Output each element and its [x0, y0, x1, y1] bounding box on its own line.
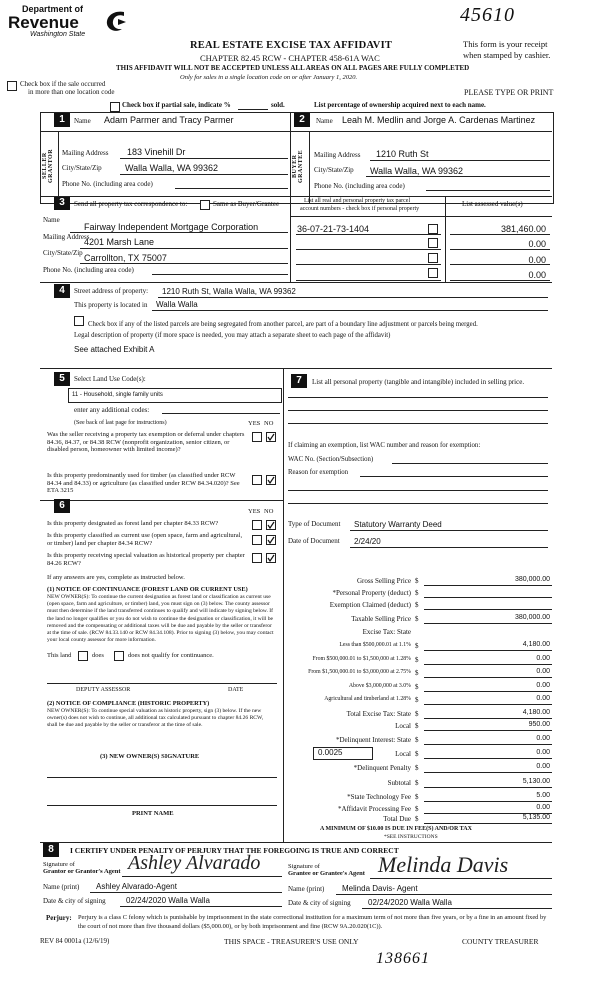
assessed-value[interactable]: 0.00: [528, 255, 546, 265]
forest-question: Is this property designated as forest land per chapter 84.33 RCW?: [47, 520, 219, 527]
grantee-print-label: Name (print): [288, 885, 325, 893]
correspondence-phone-label: Phone No. (including area code): [43, 266, 134, 274]
dollar-sign: $: [415, 805, 419, 813]
section-8-number: 8: [43, 843, 59, 857]
parcel-2-personal-checkbox[interactable]: [428, 238, 438, 248]
tax-row-value[interactable]: 950.00: [528, 721, 550, 728]
assessed-value[interactable]: 0.00: [528, 239, 546, 249]
does-not-label: does not qualify for continuance.: [128, 652, 214, 659]
buyer-mailing-label: Mailing Address: [314, 151, 361, 159]
seller-mailing-label: Mailing Address: [62, 149, 109, 157]
sales-note: Only for sales in a single location code on or after January 1, 2020.: [180, 74, 358, 81]
located-in-label: This property is located in: [74, 301, 148, 309]
handwritten-receipt-number: 138661: [376, 950, 430, 967]
current-use-yes-checkbox[interactable]: [252, 535, 262, 545]
buyer-grantee-label: BUYER GRANTEE: [292, 149, 304, 183]
receipt-line1: This form is your receipt: [463, 39, 548, 49]
buyer-phone-label: Phone No. (including area code): [314, 182, 405, 190]
handwritten-number: 45610: [460, 4, 515, 26]
tax-row-label: *Delinquent Penalty: [353, 764, 411, 772]
tax-row-value[interactable]: 380,000.00: [514, 576, 550, 583]
rev-number: REV 84 0001a (12/6/19): [40, 937, 110, 945]
grantor-print-label: Name (print): [43, 883, 80, 891]
buyer-mailing-address[interactable]: 1210 Ruth St: [376, 149, 429, 159]
tax-row-label: *Delinquent Interest: State: [335, 736, 411, 744]
dollar-sign: $: [415, 615, 419, 623]
notice-continuance-text: NEW OWNER(S): To continue the current designation as forest land or classification as current use (open space, farm and agriculture, or timber) land, you must sign on (3) below. The county assessor must then determine if the land transferred continues to qualify and will indicate by signing below. If the land no longer qualifies or you do not wish to continue the designation or classification, it will be removed and the compensating or additional taxes will be due and payable by the seller or transferor at the time of sale. (RCW 84.33.140 or RCW 84.34.108). Prior to signing (3) below, you may contact your local county assessor for more information.: [47, 594, 274, 644]
tax-row-label: Taxable Selling Price: [351, 615, 411, 623]
grantee-sig-label1: Signature of: [288, 863, 320, 870]
historic-yes-checkbox[interactable]: [252, 553, 262, 563]
section-5-number: 5: [54, 372, 70, 386]
treasurer-use-label: THIS SPACE - TREASURER'S USE ONLY: [224, 937, 359, 946]
dollar-sign: $: [415, 642, 419, 650]
tax-row-value[interactable]: 0.00: [536, 682, 550, 689]
sold-label: sold.: [271, 101, 285, 109]
if-yes-note: If any answers are yes, complete as instructed below.: [47, 574, 185, 581]
document-date[interactable]: 2/24/20: [354, 537, 381, 546]
dollar-sign: $: [415, 710, 419, 718]
assessed-value[interactable]: 0.00: [528, 270, 546, 280]
land-does-not-checkbox[interactable]: [114, 651, 124, 661]
form-chapter: CHAPTER 82.45 RCW - CHAPTER 458-61A WAC: [200, 53, 380, 63]
assessor-date-label: DATE: [228, 687, 244, 693]
dollar-sign: $: [415, 683, 419, 691]
forest-yes-checkbox[interactable]: [252, 520, 262, 530]
parcel-number[interactable]: 36-07-21-73-1404: [297, 224, 370, 234]
grantee-sig-label2: Grantee or Grantee's Agent: [288, 870, 365, 877]
dept-state: Washington State: [30, 31, 86, 38]
correspondence-mailing-address[interactable]: 4201 Marsh Lane: [84, 237, 155, 247]
tax-row-label: Subtotal: [387, 779, 411, 787]
tax-row-label: Local: [395, 722, 411, 730]
no-header: NO: [264, 508, 274, 515]
parcel-1-personal-checkbox[interactable]: [428, 224, 438, 234]
section-7-number: 7: [291, 374, 307, 388]
tax-row-label: Exemption Claimed (deduct): [329, 601, 411, 609]
tax-row-label: *Affidavit Processing Fee: [338, 805, 411, 813]
seller-mailing-address[interactable]: 183 Vinehill Dr: [127, 147, 186, 157]
grantor-print-name[interactable]: Ashley Alvarado-Agent: [96, 882, 177, 891]
doc-type-label: Type of Document: [288, 520, 341, 528]
tax-row-value[interactable]: 0.00: [536, 763, 550, 770]
tax-row-label: From $1,500,000.01 to $3,000,000 at 2.75%: [308, 669, 411, 675]
tax-row-label: Local: [395, 750, 411, 758]
notice-compliance-text: NEW OWNER(S): To continue special valuation as historic property, sign (3) below. If the new owner(s) does not wish to continue, all additional tax calculated pursuant to chapter 84.26 RCW, shall be due and payable by the seller or transferor at the time of sale.: [47, 708, 264, 729]
seller-city-label: City/State/Zip: [62, 164, 102, 172]
print-name-label: PRINT NAME: [132, 810, 174, 817]
exemption-wac-label: If claiming an exemption, list WAC number and reason for exemption:: [288, 442, 481, 449]
wac-number-label: WAC No. (Section/Subsection): [288, 456, 374, 463]
tax-row-value[interactable]: 0.00: [536, 695, 550, 702]
exemption-reason-label: Reason for exemption: [288, 469, 349, 476]
land-use-value: 11 - Household, single family units: [72, 392, 163, 398]
seller-city-state-zip[interactable]: Walla Walla, WA 99362: [125, 163, 219, 173]
minimum-note: A MINIMUM OF $10.00 IS DUE IN FEE(S) AND/OR TAX: [320, 826, 472, 832]
dept-logo-text: Revenue: [8, 13, 79, 32]
exemption-question: Was the seller receiving a property tax exemption or deferral under chapters 84.36, 84.37, or 84.38 RCW (nonprofit organization, senior citizen, or disabled person, homeowner with limited income)?: [47, 431, 245, 453]
buyer-city-state-zip[interactable]: Walla Walla, WA 99362: [370, 166, 464, 176]
perjury-label: Perjury:: [46, 914, 72, 922]
buyer-name-label: Name: [316, 117, 333, 125]
dollar-sign: $: [415, 669, 419, 677]
tax-row-value[interactable]: 4,180.00: [522, 641, 550, 648]
yes-header: YES: [248, 420, 261, 427]
certify-statement: I CERTIFY UNDER PENALTY OF PERJURY THAT THE FOREGOING IS TRUE AND CORRECT: [70, 846, 399, 855]
dollar-sign: $: [415, 779, 419, 787]
deputy-assessor-label: DEPUTY ASSESSOR: [76, 687, 131, 693]
historic-no-checkbox[interactable]: [266, 553, 276, 563]
timber-question: Is this property predominantly used for timber (as classified under RCW 84.34 and 84.33) or agriculture (as classified under RCW 84.34.020)? See ETA 3215: [47, 472, 240, 494]
tax-row-label: From $500,000.01 to $1,500,000 at 1.28%: [312, 656, 411, 662]
section-4-number: 4: [54, 284, 70, 298]
legal-description-label: Legal description of property (if more space is needed, you may attach a separate sheet to each page of the affidavit): [74, 332, 391, 339]
type-or-print: PLEASE TYPE OR PRINT: [464, 88, 554, 97]
grantee-print-name[interactable]: Melinda Davis- Agent: [342, 884, 418, 893]
seller-name-label: Name: [74, 117, 91, 125]
buyer-city-label: City/State/Zip: [314, 166, 354, 174]
exemption-no-checkbox[interactable]: [266, 432, 276, 442]
tax-row-value[interactable]: 4,180.00: [522, 709, 550, 716]
tax-row-value[interactable]: 5,135.00: [522, 814, 550, 821]
see-instructions-note: *SEE INSTRUCTIONS: [384, 834, 438, 840]
tax-row-value[interactable]: 0.00: [536, 668, 550, 675]
dollar-sign: $: [415, 793, 419, 801]
partial-sale-label: Check box if partial sale, indicate %: [122, 101, 231, 109]
dollar-sign: $: [415, 722, 419, 730]
multiple-location-label1: Check box if the sale occurred: [20, 80, 106, 88]
grantee-date-city[interactable]: 02/24/2020 Walla Walla: [368, 898, 452, 907]
parcel-4-personal-checkbox[interactable]: [428, 268, 438, 278]
property-street-address[interactable]: 1210 Ruth St, Walla Walla, WA 99362: [162, 287, 296, 296]
seller-phone-label: Phone No. (including area code): [62, 180, 153, 188]
tax-row-value[interactable]: 0.00: [536, 735, 550, 742]
additional-codes-label: enter any additional codes:: [74, 406, 150, 414]
correspondence-name[interactable]: Fairway Independent Mortgage Corporation: [84, 222, 259, 232]
ownership-label: List percentage of ownership acquired next to each name.: [314, 101, 486, 109]
tax-row-label: Agricultural and timberland at 1.28%: [324, 696, 411, 702]
historic-question: Is this property receiving special valuation as historical property per chapter 84.26 RCW?: [47, 552, 245, 567]
same-as-buyer-checkbox[interactable]: [200, 200, 210, 210]
no-header: NO: [264, 420, 274, 427]
property-located-in[interactable]: Walla Walla: [156, 300, 198, 309]
tax-row-value[interactable]: 380,000.00: [514, 614, 550, 621]
local-rate: 0.0025: [318, 748, 343, 757]
land-does-checkbox[interactable]: [78, 651, 88, 661]
segregated-label: Check box if any of the listed parcels are being segregated from another parcel, are part of a boundary line adjustment or parcels being merged.: [88, 321, 478, 328]
dept-line1: Department of: [22, 4, 84, 14]
correspondence-city-state-zip[interactable]: Carrollton, TX 75007: [84, 253, 167, 263]
correspondence-city-label: City/State/Zip: [43, 249, 83, 257]
multiple-location-checkbox[interactable]: [7, 81, 17, 91]
seller-grantor-label: SELLER GRANTOR: [42, 148, 54, 184]
tax-row-label: *Personal Property (deduct): [332, 589, 411, 597]
tax-row-label: Less than $500,000.01 at 1.1%: [339, 642, 411, 648]
dollar-sign: $: [415, 589, 419, 597]
correspondence-name-label: Name: [43, 216, 60, 224]
send-correspondence-label: Send all property tax correspondence to:: [74, 200, 188, 208]
tax-row-value[interactable]: 0.00: [536, 749, 550, 756]
segregated-parcel-checkbox[interactable]: [74, 316, 84, 326]
timber-no-checkbox[interactable]: [266, 475, 276, 485]
tax-row-value[interactable]: 0.00: [536, 804, 550, 811]
tax-row-label: Excise Tax: State: [362, 628, 411, 636]
grantor-date-city[interactable]: 02/24/2020 Walla Walla: [126, 896, 210, 905]
tax-row-value[interactable]: 5,130.00: [522, 778, 550, 785]
section-2-number: 2: [294, 113, 310, 127]
new-owner-signature-label: (3) NEW OWNER(S) SIGNATURE: [100, 753, 200, 760]
yes-header: YES: [248, 508, 261, 515]
current-use-question: Is this property classified as current use (open space, farm and agricultural, or timber) land per chapter 84.34 RCW?: [47, 532, 243, 547]
parcel-header1: List all real and personal property tax parcel: [304, 198, 411, 204]
assessed-value[interactable]: 381,460.00: [500, 224, 546, 234]
assessed-header: List assessed value(s): [462, 200, 523, 208]
timber-yes-checkbox[interactable]: [252, 475, 262, 485]
personal-property-label: List all personal property (tangible and intangible) included in selling price.: [312, 378, 525, 386]
dollar-sign: $: [415, 750, 419, 758]
tax-row-label: Above $3,000,000 at 3.0%: [348, 683, 411, 689]
partial-sale-checkbox[interactable]: [110, 102, 120, 112]
forest-no-checkbox[interactable]: [266, 520, 276, 530]
dollar-sign: $: [415, 815, 419, 823]
tax-row-label: Total Excise Tax: State: [346, 710, 411, 718]
land-use-label: Select Land Use Code(s):: [74, 375, 146, 383]
same-as-buyer-label: Same as Buyer/Grantee: [213, 200, 280, 208]
tax-row-value[interactable]: 0.00: [536, 655, 550, 662]
doc-date-label: Date of Document: [288, 537, 340, 545]
county-treasurer-label: COUNTY TREASURER: [462, 937, 539, 946]
street-address-label: Street address of property:: [74, 287, 149, 295]
current-use-no-checkbox[interactable]: [266, 535, 276, 545]
legal-description[interactable]: See attached Exhibit A: [74, 345, 155, 354]
does-label: does: [92, 652, 104, 659]
multiple-location-label2: in more than one location code: [28, 88, 115, 96]
grantor-sig-label2: Grantor or Grantor's Agent: [43, 868, 121, 875]
grantee-signature[interactable]: Melinda Davis: [378, 852, 509, 877]
dollar-sign: $: [415, 696, 419, 704]
tax-row-value[interactable]: 5.00: [536, 792, 550, 799]
see-back-note: (See back of last page for instructions): [74, 420, 167, 426]
dollar-sign: $: [415, 577, 419, 585]
tax-row-label: *State Technology Fee: [347, 793, 411, 801]
perjury-text: Perjury is a class C felony which is punishable by imprisonment in the state correctional institution for a maximum term of not more than five years, or by a fine in an amount fixed by the court of not more than five thousand dollars ($5,000.00), or by both imprisonment and fine (RCW 9A.20.020(1C)).: [78, 914, 547, 930]
grantor-date-label: Date & city of signing: [43, 897, 106, 905]
section-3-number: 3: [54, 196, 70, 210]
grantee-date-label: Date & city of signing: [288, 899, 351, 907]
parcel-header2: account numbers - check box if personal property: [300, 206, 420, 212]
seller-name[interactable]: Adam Parmer and Tracy Parmer: [104, 115, 234, 125]
notice-compliance-title: (2) NOTICE OF COMPLIANCE (HISTORIC PROPERTY): [47, 700, 210, 707]
dollar-sign: $: [415, 736, 419, 744]
buyer-name[interactable]: Leah M. Medlin and Jorge A. Cardenas Martinez: [342, 115, 536, 125]
form-title: REAL ESTATE EXCISE TAX AFFIDAVIT: [190, 40, 393, 51]
grantor-signature[interactable]: Ashley Alvarado: [128, 852, 261, 874]
exemption-yes-checkbox[interactable]: [252, 432, 262, 442]
notice-continuance-title: (1) NOTICE OF CONTINUANCE (FOREST LAND OR CURRENT USE): [47, 586, 248, 593]
section-6-number: 6: [54, 499, 70, 513]
dollar-sign: $: [415, 601, 419, 609]
correspondence-mailing-label: Mailing Address: [43, 233, 90, 241]
parcel-3-personal-checkbox[interactable]: [428, 253, 438, 263]
dollar-sign: $: [415, 656, 419, 664]
this-land-label: This land: [47, 652, 72, 659]
receipt-line2: when stamped by cashier.: [463, 50, 551, 60]
section-1-number: 1: [54, 113, 70, 127]
dollar-sign: $: [415, 764, 419, 772]
dor-logo-icon: [104, 8, 128, 34]
tax-row-label: Total Due: [383, 815, 411, 823]
tax-row-label: Gross Selling Price: [356, 577, 411, 585]
document-type[interactable]: Statutory Warranty Deed: [354, 520, 442, 529]
grantor-sig-label1: Signature of: [43, 861, 75, 868]
form-warning: THIS AFFIDAVIT WILL NOT BE ACCEPTED UNLESS ALL AREAS ON ALL PAGES ARE FULLY COMPLETED: [116, 64, 470, 72]
